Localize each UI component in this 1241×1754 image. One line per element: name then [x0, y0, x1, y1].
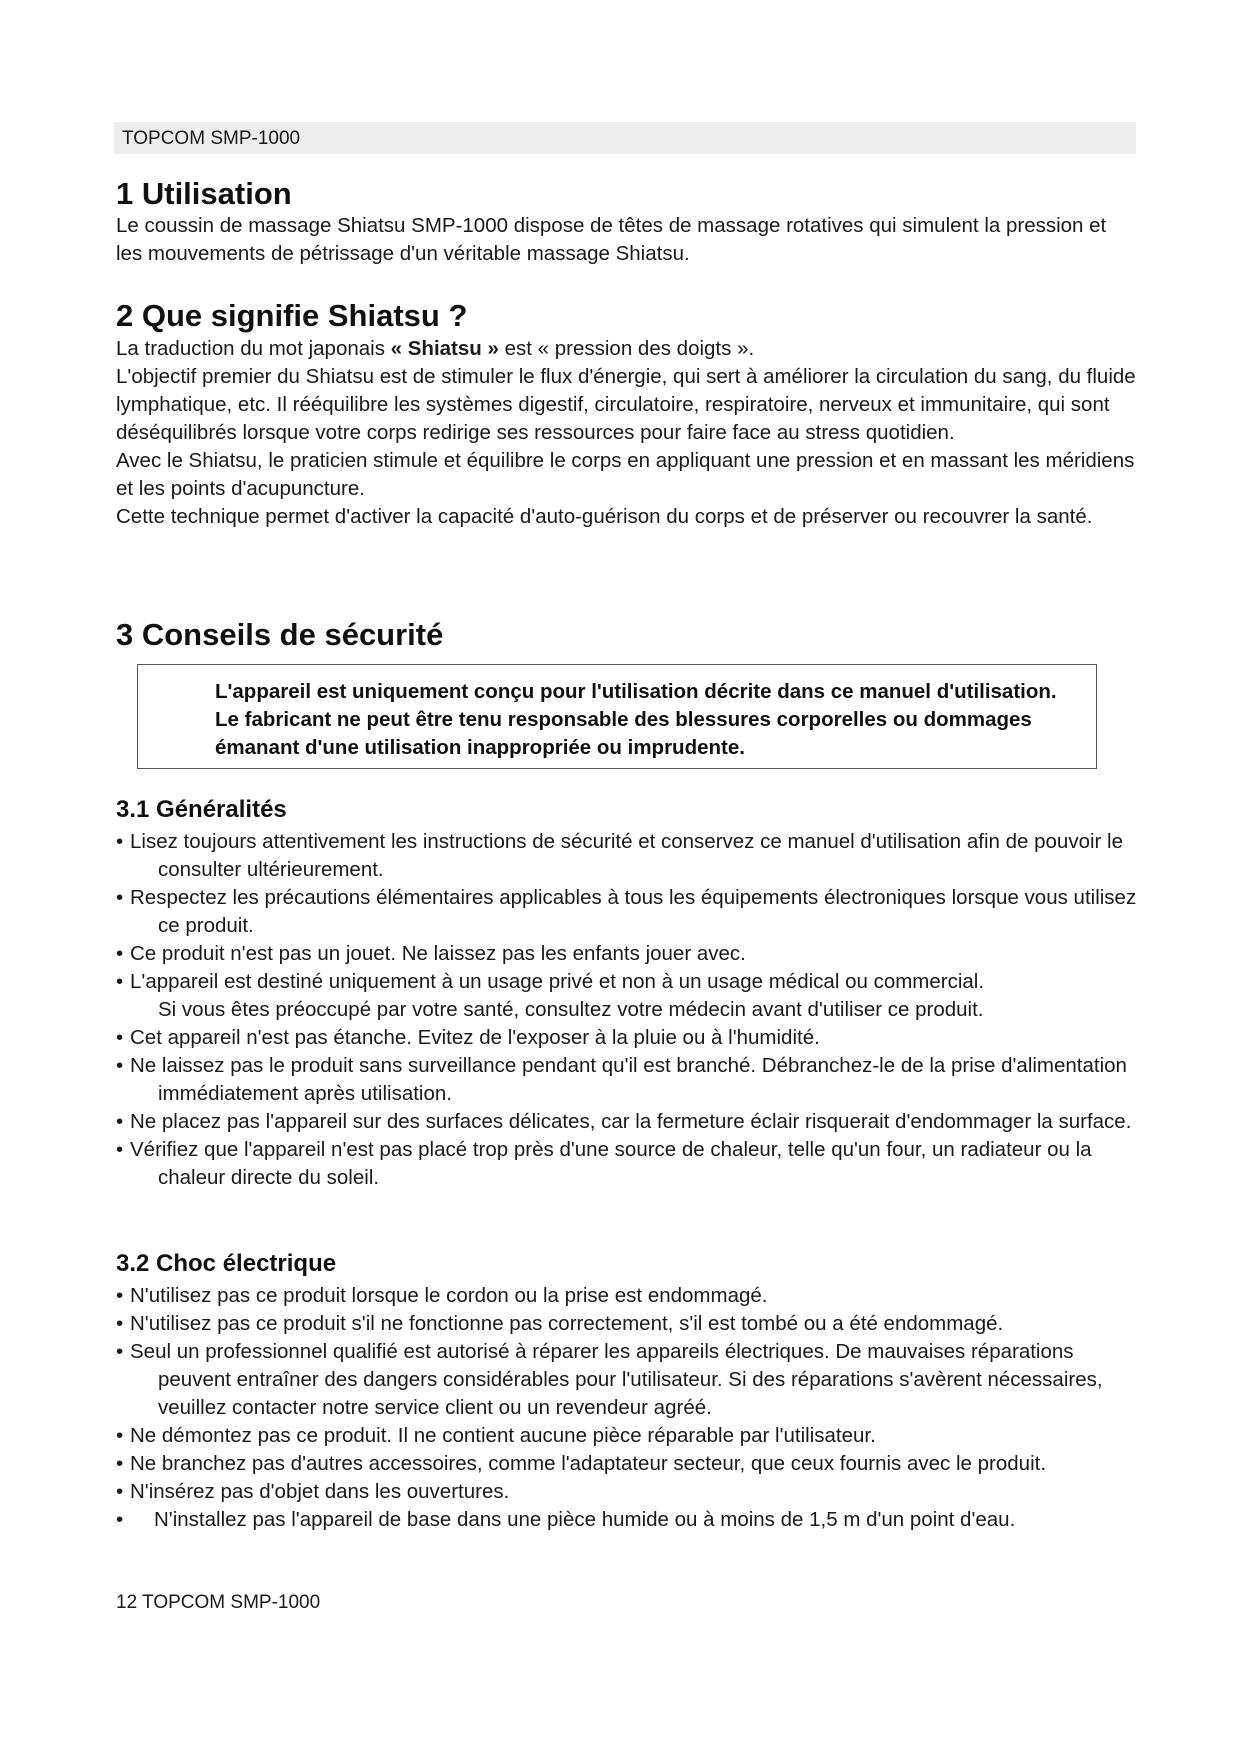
list-item [116, 1136, 1146, 1192]
list-item-text: Lisez toujours attentivement les instructions de sécurité et conservez ce manuel d'utilisation afin de pouvoir le consulter ultérieurement. [130, 830, 1123, 881]
subsection-3-1-title: 3.1 Généralités [116, 796, 287, 823]
intro-before: La traduction du mot japonais [116, 337, 391, 360]
list-item-text: Ne démontez pas ce produit. Il ne contient aucune pièce réparable par l'utilisateur. [130, 1424, 876, 1447]
list-item [116, 1506, 1146, 1534]
list-item-text: Vérifiez que l'appareil n'est pas placé trop près d'une source de chaleur, telle qu'un four, un radiateur ou la chaleur directe du soleil. [130, 1138, 1092, 1189]
bullet: • [116, 1508, 124, 1531]
bullet: • [116, 830, 124, 853]
list-item [116, 1052, 1146, 1108]
list-item [116, 1108, 1146, 1136]
list-item [116, 1450, 1146, 1478]
bullet: • [116, 1340, 124, 1363]
section-1-title: 1 Utilisation [116, 176, 292, 211]
subsection-3-2-title: 3.2 Choc électrique [116, 1250, 337, 1277]
bullet: • [116, 1110, 124, 1133]
section-2-paragraph-1: L'objectif premier du Shiatsu est de stimuler le flux d'énergie, qui sert à améliorer la circulation du sang, du fluide lymphatique, etc. Il rééquilibre les systèmes digestif, circulatoire, respiratoire, nerveux et immunitaire, qui sont déséquilibrés lorsque votre corps redirige ses ressources pour faire face au stress quotidien. [116, 365, 1136, 444]
section-3-title: 3 Conseils de sécurité [116, 617, 444, 652]
list-item-text: N'utilisez pas ce produit s'il ne fonctionne pas correctement, s'il est tombé ou a été endommagé. [130, 1312, 1004, 1335]
list-item [116, 884, 1146, 940]
header-text: TOPCOM SMP-1000 [122, 128, 301, 149]
section-1-paragraph: Le coussin de massage Shiatsu SMP-1000 dispose de têtes de massage rotatives qui simulent la pression et les mouvements de pétrissage d'un véritable massage Shiatsu. [116, 214, 1107, 265]
section-2-paragraph-3: Cette technique permet d'activer la capacité d'auto-guérison du corps et de préserver ou recouvrer la santé. [116, 505, 1093, 528]
bullet: • [116, 1452, 124, 1475]
warning-box [137, 664, 1097, 769]
list-item-text: N'insérez pas d'objet dans les ouvertures. [130, 1480, 510, 1503]
list-item-text: Ne laissez pas le produit sans surveillance pendant qu'il est branché. Débranchez-le de la prise d'alimentation immédiatement après utilisation. [130, 1054, 1127, 1105]
list-item-text: L'appareil est destiné uniquement à un usage privé et non à un usage médical ou commercial. [130, 970, 985, 993]
section-2-title: 2 Que signifie Shiatsu ? [116, 298, 468, 333]
bullet: • [116, 1312, 124, 1335]
list-item-text: Ne branchez pas d'autres accessoires, comme l'adaptateur secteur, que ceux fournis avec le produit. [130, 1452, 1047, 1475]
list-item [116, 1024, 1146, 1052]
list-item [116, 828, 1146, 884]
electric-shock-list [116, 1282, 1146, 1534]
bullet: • [116, 970, 124, 993]
bullet: • [116, 1026, 124, 1049]
bullet: • [116, 942, 124, 965]
bullet: • [116, 1480, 124, 1503]
bullet: • [116, 1138, 124, 1161]
section-1-text [116, 212, 1136, 268]
list-item [116, 968, 1146, 1024]
bullet: • [116, 1054, 124, 1077]
list-item [116, 1282, 1146, 1310]
list-item-text: N'utilisez pas ce produit lorsque le cordon ou la prise est endommagé. [130, 1284, 768, 1307]
warning-text: L'appareil est uniquement conçu pour l'utilisation décrite dans ce manuel d'utilisation. Le fabricant ne peut être tenu responsable des blessures corporelles ou dommages émanant d'une utilisation inappropriée ou imprudente. [215, 680, 1057, 759]
bullet: • [116, 1284, 124, 1307]
list-item-text: N'installez pas l'appareil de base dans une pièce humide ou à moins de 1,5 m d'un point d'eau. [154, 1508, 1016, 1531]
list-item [116, 1478, 1146, 1506]
intro-after: est « pression des doigts ». [498, 337, 755, 360]
list-item [116, 1338, 1146, 1422]
list-item-extra: Si vous êtes préoccupé par votre santé, consultez votre médecin avant d'utiliser ce produit. [158, 998, 984, 1021]
list-item-text: Ce produit n'est pas un jouet. Ne laissez pas les enfants jouer avec. [130, 942, 746, 965]
general-safety-list [116, 828, 1146, 1192]
list-item-text: Ne placez pas l'appareil sur des surfaces délicates, car la fermeture éclair risquerait d'endommager la surface. [130, 1110, 1132, 1133]
page-footer: 12 TOPCOM SMP-1000 [116, 1592, 321, 1613]
list-item [116, 1310, 1146, 1338]
section-2-paragraph-2: Avec le Shiatsu, le praticien stimule et équilibre le corps en appliquant une pression et en massant les méridiens et les points d'acupuncture. [116, 449, 1135, 500]
bullet: • [116, 1424, 124, 1447]
bullet: • [116, 886, 124, 909]
section-2-text [116, 335, 1136, 531]
list-item [116, 1422, 1146, 1450]
list-item-text: Seul un professionnel qualifié est autorisé à réparer les appareils électriques. De mauvaises réparations peuvent entraîner des dangers considérables pour l'utilisateur. Si des réparations s'avèrent nécessaires, veuillez contacter notre service client ou un revendeur agréé. [130, 1340, 1103, 1419]
list-item-text: Cet appareil n'est pas étanche. Evitez de l'exposer à la pluie ou à l'humidité. [130, 1026, 820, 1049]
section-2-intro [116, 335, 1136, 363]
list-item-text: Respectez les précautions élémentaires applicables à tous les équipements électroniques lorsque vous utilisez ce produit. [130, 886, 1137, 937]
page-header [114, 122, 1136, 154]
intro-bold-term: « Shiatsu » [390, 337, 499, 360]
list-item [116, 940, 1146, 968]
